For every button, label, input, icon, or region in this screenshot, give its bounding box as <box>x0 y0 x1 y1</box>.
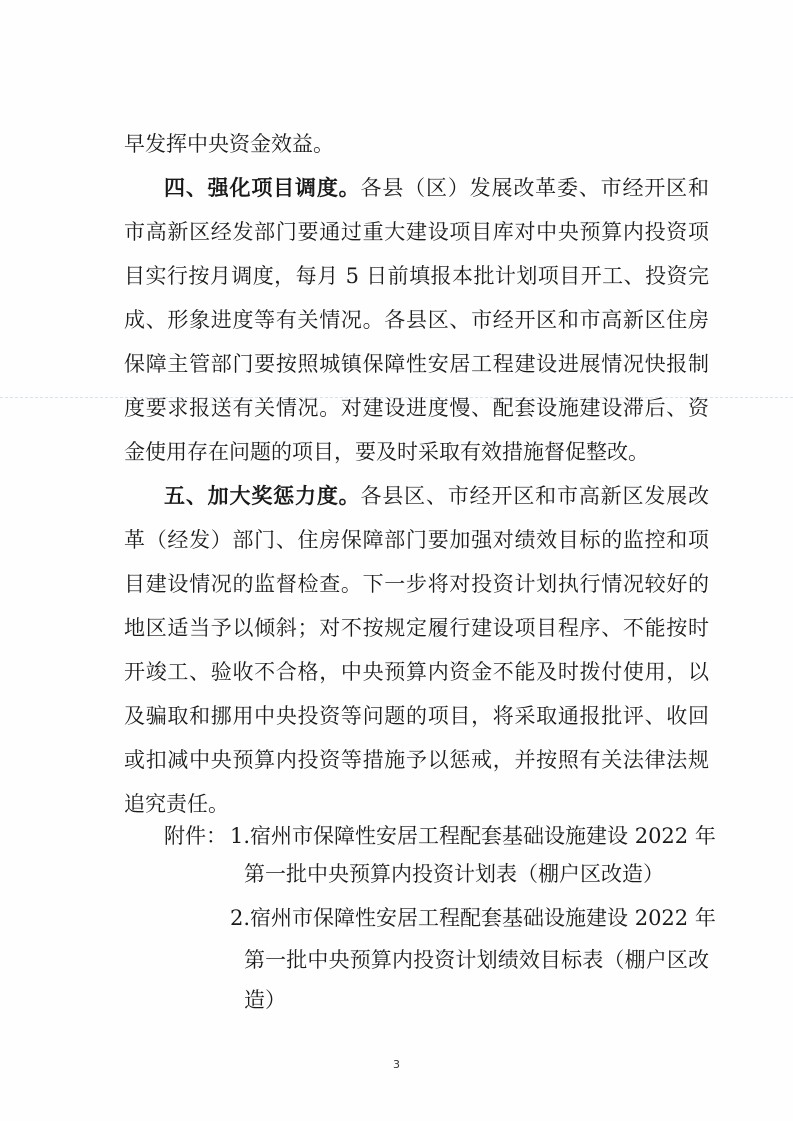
body-line-5: 成、形象进度等有关情况。各县区、市经开区和市高新区住房 <box>124 308 709 332</box>
body-line-12: 地区适当予以倾斜；对不按规定履行建设项目程序、不能按时 <box>124 616 709 640</box>
section-5-first-line <box>164 482 709 510</box>
attachment-2-line-1: 2.宿州市保障性安居工程配套基础设施建设 2022 年 <box>230 906 716 930</box>
body-line-13: 开竣工、验收不合格，中央预算内资金不能及时拨付使用，以 <box>124 660 709 684</box>
body-line-6: 保障主管部门要按照城镇保障性安居工程建设进展情况快报制 <box>124 352 709 376</box>
attachment-1-line-1: 1.宿州市保障性安居工程配套基础设施建设 2022 年 <box>230 824 716 848</box>
section-5-heading: 五、加大奖惩力度。 <box>164 484 361 508</box>
body-line-4: 目实行按月调度，每月 5 日前填报本批计划项目开工、投资完 <box>124 264 709 288</box>
attachment-2-line-3: 造） <box>244 988 286 1012</box>
body-line-14: 及骗取和挪用中央投资等问题的项目，将采取通报批评、收回 <box>124 704 709 728</box>
body-line-1: 早发挥中央资金效益。 <box>124 132 334 156</box>
attachment-1-line-2: 第一批中央预算内投资计划表（棚户区改造） <box>244 862 664 886</box>
section-4-lead: 各县（区）发展改革委、市经开区和 <box>360 176 709 200</box>
body-line-10: 革（经发）部门、住房保障部门要加强对绩效目标的监控和项 <box>124 528 709 552</box>
page-number: 3 <box>393 1058 400 1071</box>
attachment-label: 附件： <box>164 824 227 848</box>
body-line-8: 金使用存在问题的项目，要及时采取有效措施督促整改。 <box>124 440 649 464</box>
section-4-heading: 四、强化项目调度。 <box>164 176 361 200</box>
body-line-3: 市高新区经发部门要通过重大建设项目库对中央预算内投资项 <box>124 220 709 244</box>
body-line-11: 目建设情况的监督检查。下一步将对投资计划执行情况较好的 <box>124 572 709 596</box>
body-line-15: 或扣减中央预算内投资等措施予以惩戒，并按照有关法律法规 <box>124 748 709 772</box>
section-4-first-line <box>164 174 709 202</box>
section-5-lead: 各县区、市经开区和市高新区发展改 <box>360 484 709 508</box>
attachment-2-line-2: 第一批中央预算内投资计划绩效目标表（棚户区改 <box>244 948 709 972</box>
body-line-16: 追究责任。 <box>124 792 229 816</box>
body-line-7: 度要求报送有关情况。对建设进度慢、配套设施建设滞后、资 <box>124 396 709 420</box>
